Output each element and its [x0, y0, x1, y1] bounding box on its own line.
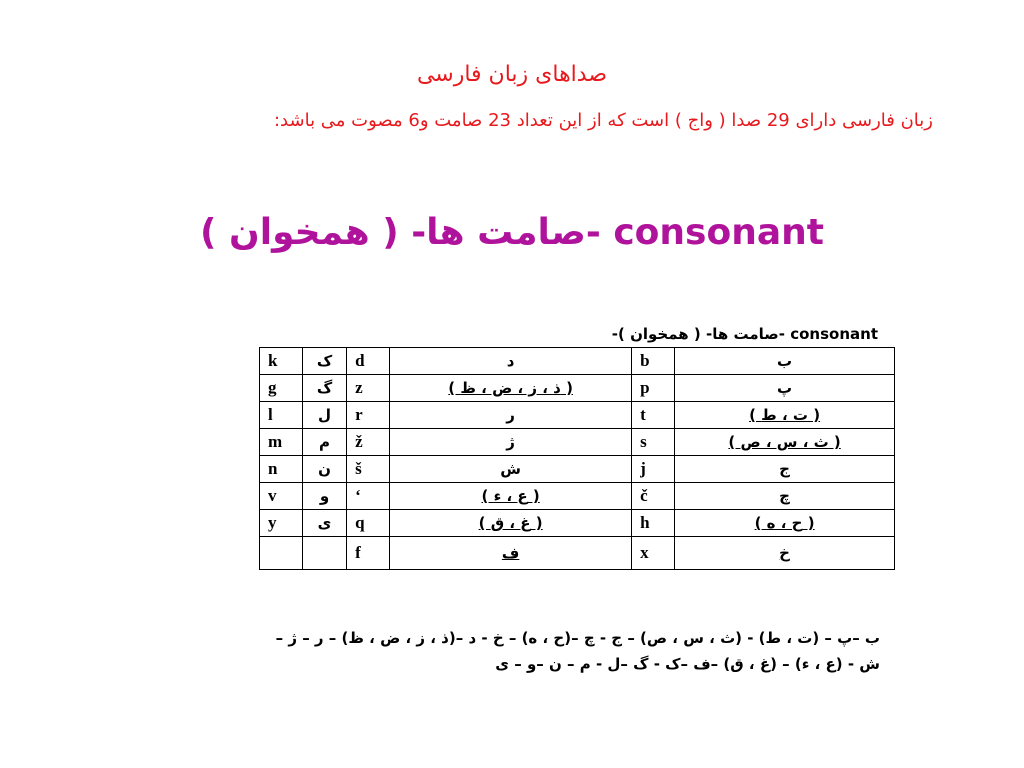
persian-cell: ل [303, 402, 347, 429]
latin-cell: z [347, 375, 390, 402]
latin-cell [260, 537, 303, 570]
table-row [260, 483, 895, 510]
persian-cell: ر [390, 402, 632, 429]
latin-cell: x [632, 537, 675, 570]
persian-cell: ( غ ، ق ) [390, 510, 632, 537]
persian-cell: ( ث ، س ، ص ) [675, 429, 895, 456]
latin-cell: b [632, 348, 675, 375]
latin-cell: r [347, 402, 390, 429]
persian-cell: ف [390, 537, 632, 570]
latin-cell: d [347, 348, 390, 375]
consonants-heading: صامت ها- ( همخوان )- consonant [200, 212, 824, 253]
consonant-table [259, 347, 895, 570]
table-row [260, 402, 895, 429]
latin-cell: s [632, 429, 675, 456]
latin-cell: f [347, 537, 390, 570]
persian-cell: ن [303, 456, 347, 483]
latin-cell: m [260, 429, 303, 456]
summary-line-1: ب –پ – (ت ، ط) - (ث ، س ، ص) – ج - چ –(ح ، ه) – خ - د –(ذ ، ز ، ض ، ظ) – ر – ژ – [275, 629, 880, 647]
table-row [260, 429, 895, 456]
persian-cell [303, 537, 347, 570]
persian-cell: و [303, 483, 347, 510]
persian-cell: گ [303, 375, 347, 402]
summary-line-2: ش - (ع ، ء) – (غ ، ق) –ف –ک - گ –ل - م – ن –و – ی [495, 655, 880, 673]
latin-cell: ʻ [347, 483, 390, 510]
latin-cell: h [632, 510, 675, 537]
persian-cell: ( ع ، ء ) [390, 483, 632, 510]
persian-cell: ب [675, 348, 895, 375]
consonant-summary [60, 625, 880, 677]
persian-cell: ش [390, 456, 632, 483]
persian-cell: م [303, 429, 347, 456]
latin-cell: p [632, 375, 675, 402]
slide-title: صداهای زبان فارسی [416, 62, 608, 87]
latin-cell: k [260, 348, 303, 375]
table-row [260, 348, 895, 375]
persian-cell: ک [303, 348, 347, 375]
persian-cell: خ [675, 537, 895, 570]
table-caption: -صامت ها- ( همخوان )- consonant [611, 325, 878, 343]
persian-cell: ( ت ، ط ) [675, 402, 895, 429]
latin-cell: y [260, 510, 303, 537]
persian-cell: پ [675, 375, 895, 402]
latin-cell: č [632, 483, 675, 510]
persian-cell: چ [675, 483, 895, 510]
latin-cell: q [347, 510, 390, 537]
slide-subtitle: زبان فارسی دارای 29 صدا ( واج ) است که از این تعداد 23 صامت و6 مصوت می باشد: [273, 110, 933, 131]
persian-cell: ی [303, 510, 347, 537]
persian-cell: ( ذ ، ز ، ض ، ظ ) [390, 375, 632, 402]
latin-cell: v [260, 483, 303, 510]
latin-cell: j [632, 456, 675, 483]
latin-cell: t [632, 402, 675, 429]
latin-cell: n [260, 456, 303, 483]
persian-cell: ژ [390, 429, 632, 456]
persian-cell: ج [675, 456, 895, 483]
latin-cell: š [347, 456, 390, 483]
table-row [260, 375, 895, 402]
latin-cell: ž [347, 429, 390, 456]
latin-cell: g [260, 375, 303, 402]
persian-cell: د [390, 348, 632, 375]
table-row [260, 537, 895, 570]
table-row [260, 510, 895, 537]
latin-cell: l [260, 402, 303, 429]
persian-cell: ( ح ، ه ) [675, 510, 895, 537]
table-row [260, 456, 895, 483]
